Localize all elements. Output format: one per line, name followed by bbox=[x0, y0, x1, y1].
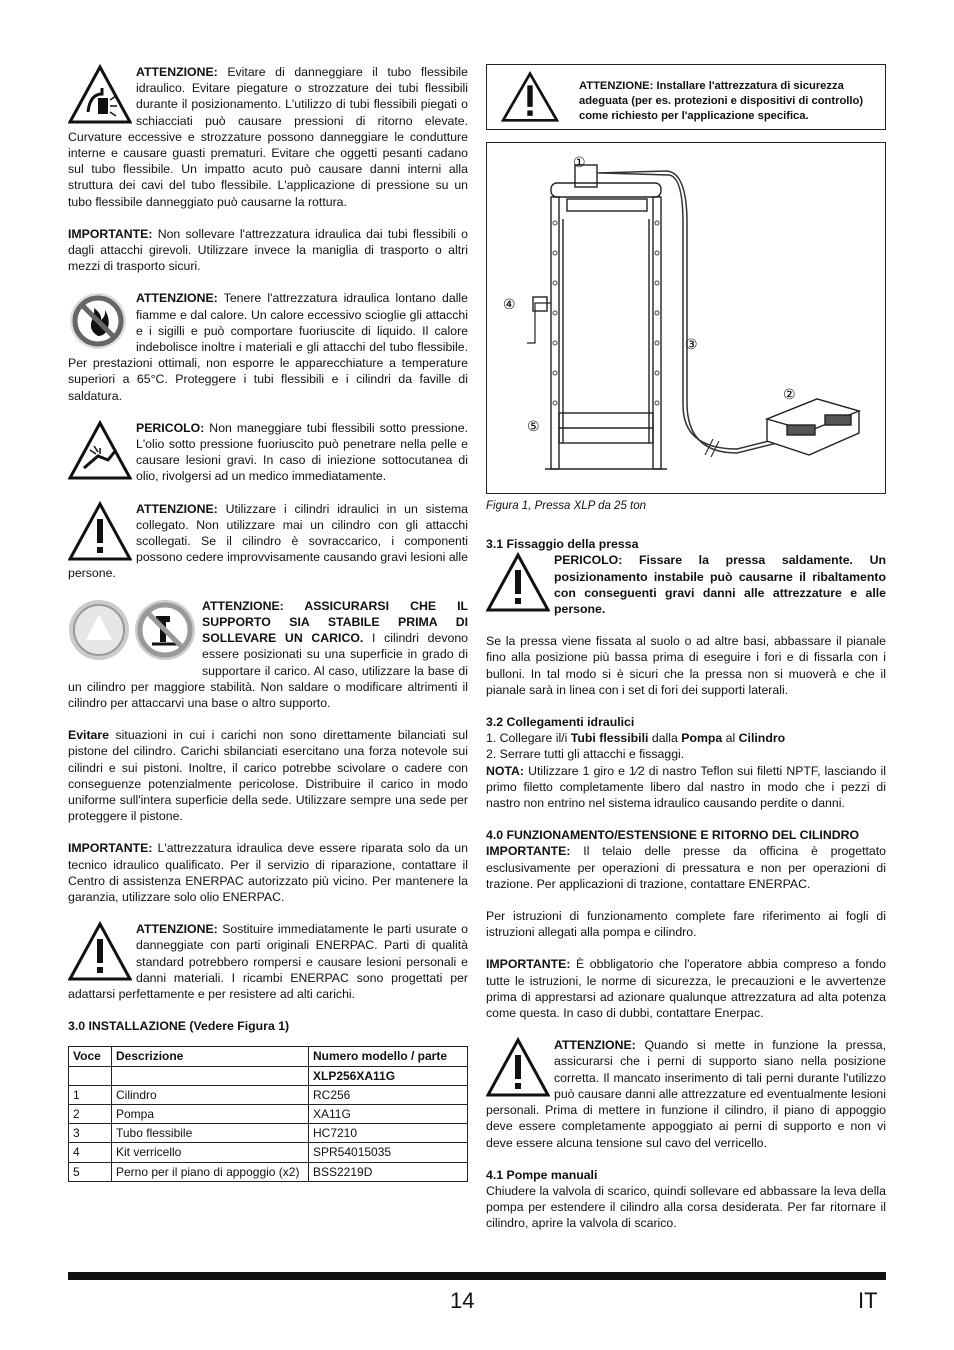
fig-label-5: ⑤ bbox=[527, 419, 540, 435]
press-diagram bbox=[487, 143, 885, 493]
cell-voce: 4 bbox=[69, 1143, 112, 1162]
warning-text: Utilizzare i cilindri idraulici in un sistema collegato. Non utilizzare mai un cilindro con gli attacchi scollegati. Se il cilindro è sovraccarico, i componenti possono cedere improvvisamente causando gravi lesioni alle persone. bbox=[68, 501, 468, 581]
important-operator bbox=[486, 956, 886, 1021]
warning-connected-system bbox=[68, 501, 468, 582]
danger-text: Non maneggiare tubi flessibili sotto pressione. L'olio sotto pressione fuoriuscito può penetrare nella pelle e causare lesioni gravi. In caso di iniezione sottocutanea di olio, rivolgersi ad un medico immediatamente. bbox=[136, 420, 468, 484]
important-lifting bbox=[68, 226, 468, 275]
cell-num: HC7210 bbox=[309, 1124, 468, 1143]
model-number: XLP256XA11G bbox=[309, 1066, 468, 1085]
important-text: È obbligatorio che l'operatore abbia compreso a fondo tutte le istruzioni, le norme di sicurezza, le precauzioni e le avvertenze prima di apprestarsi ad azionare qualunque attrezzatura ad alta potenza come questa. In caso di dubbi, contattare Enerpac. bbox=[486, 957, 886, 1021]
danger-secure-press bbox=[486, 552, 886, 617]
right-column bbox=[486, 64, 886, 1248]
important-label: IMPORTANTE: bbox=[486, 957, 571, 972]
note-label: NOTA: bbox=[486, 763, 525, 778]
no-flame-icon bbox=[68, 290, 132, 352]
important-text: Non sollevare l'attrezzatura idraulica dai tubi flessibili o dagli attacchi girevoli. Utilizzare invece la maniglia di trasporto o altri mezzi di trasporto sicuri. bbox=[68, 226, 468, 274]
warning-replace-parts bbox=[68, 921, 468, 1002]
note-text: Utilizzare 1 giro e 1⁄2 di nastro Teflon sui filetti NPTF, lasciando il primo filetto completamente libero dal nastro in modo che i pezzi di nastro non entrino nel sistema idraulico causando perdite o danni. bbox=[486, 763, 886, 811]
important-label: IMPORTANTE: bbox=[68, 226, 153, 241]
figure-caption: Figura 1, Pressa XLP da 25 ton bbox=[486, 500, 647, 512]
warning-hose-damage bbox=[68, 64, 468, 210]
exclamation-warning-icon bbox=[68, 501, 132, 563]
warning-label: ATTENZIONE: ASSICURARSI CHE IL SUPPORTO SIA STABILE PRIMA DI SOLLEVARE UN CARICO. bbox=[202, 598, 468, 646]
header-voce: Voce bbox=[69, 1047, 112, 1066]
header-descrizione: Descrizione bbox=[112, 1047, 309, 1066]
language-code: IT bbox=[858, 1288, 878, 1313]
warning-text: Evitare di danneggiare il tubo flessibile idraulico. Evitare piegature o strozzature dei tubi flessibili durante il posizionamento. L'utilizzo di tubi flessibili piegati o schiacciati può causare pressioni di ritorno elevate. Curvature eccessive e strozzature possono danneggiare le condutture interne e causare guasti prematuri. Evitare che oggetti pesanti cadano sul tubo flessibile. Un impatto acuto può causare danni interni alla struttura dei cavi del tubo flessibile. L'applicazione di pressione su un tubo flessibile danneggiato può causarne la rottura. bbox=[68, 65, 468, 209]
cell-voce: 1 bbox=[69, 1085, 112, 1104]
cell-desc: Pompa bbox=[112, 1104, 309, 1123]
cell-num: XA11G bbox=[309, 1104, 468, 1123]
fig-label-3: ③ bbox=[685, 337, 698, 353]
warning-heat bbox=[68, 290, 468, 403]
important-label: IMPORTANTE: bbox=[486, 844, 571, 859]
warning-label: ATTENZIONE: bbox=[136, 501, 218, 516]
fig-label-4: ④ bbox=[503, 297, 516, 313]
cell-voce: 3 bbox=[69, 1124, 112, 1143]
section-3-1-text: Se la pressa viene fissata al suolo o ad altre basi, abbassare il pianale fino alla posizione più bassa prima di eseguire i fori e di fissarla con i bulloni. In tal modo si è sicuri che la pressa non si muoverà e che il pianale sarà in linea con i set di fori dei supporti laterali. bbox=[486, 634, 886, 697]
table-row bbox=[69, 1104, 468, 1123]
step-text: dalla bbox=[648, 731, 682, 746]
cell-num: RC256 bbox=[309, 1085, 468, 1104]
warning-text: Tenere l'attrezzatura idraulica lontano dalle fiamme e dal calore. Un calore eccessivo scioglie gli attacchi e i sigilli e può comportare fuoriuscite di liquido. Il calore indebolisce inoltre i materiali e gli attacchi del tubo flessibile. Per prestazioni ottimali, non esporre le apparecchiature a temperature superiori a 65°C. Proteggere i tubi flessibili e i cilindri da faville di saldatura. bbox=[68, 291, 468, 403]
stable-support-icons bbox=[68, 598, 198, 664]
boxed-safety-warning bbox=[486, 64, 886, 130]
figure-1-press bbox=[486, 142, 886, 494]
danger-text: PERICOLO: Fissare la pressa saldamente. Un posizionamento instabile può causarne il ribaltamento con conseguenti gravi danni alle attrezzature e alle persone. bbox=[554, 553, 886, 617]
cell-desc: Cilindro bbox=[112, 1085, 309, 1104]
warning-text: I cilindri devono essere posizionati su una superficie in grado di supportare il carico. Al caso, utilizzare la base di un cilindro per maggiore stabilità. Non saldare o modificare altrimenti il cilindro per attaccarvi una base o altro supporto. bbox=[68, 631, 468, 710]
important-text: L'attrezzatura idraulica deve essere riparata solo da un tecnico idraulico qualificato. Per il servizio di riparazione, contattare il Centro di assistenza ENERPAC autorizzato più vicino. Per mantenere la garanzia, utilizzare solo olio ENERPAC. bbox=[68, 841, 468, 904]
important-label: IMPORTANTE: bbox=[68, 841, 153, 856]
important-pressing-only bbox=[486, 843, 886, 892]
left-column bbox=[68, 64, 468, 1182]
footer-rule bbox=[68, 1272, 886, 1280]
table-row bbox=[69, 1143, 468, 1162]
instructions-text: Per istruzioni di funzionamento complete fare riferimento ai fogli di istruzioni allegati alla pompa e cilindro. bbox=[486, 909, 886, 940]
boxed-warning-text: ATTENZIONE: Installare l'attrezzatura di sicurezza adeguata (per es. protezioni e dispositivi di controllo) come richiesto per l'applicazione specifica. bbox=[579, 80, 864, 122]
hydraulic-step-2: 2. Serrare tutti gli attacchi e fissaggi. bbox=[486, 747, 685, 762]
cell-desc: Tubo flessibile bbox=[112, 1124, 309, 1143]
warning-text: Quando si mette in funzione la pressa, assicurarsi che i perni di supporto siano nella posizione corretta. Il mancato inserimento di tali perni durante l'utilizzo può causare danni alle attrezzature ed eventualmente lesioni personali. Prima di mettere in funzione il cilindro, il piano di appoggio deve essere completamente appoggiato ai perni di supporto e non vi deve essere alcuna tensione sul cavo del verricello. bbox=[486, 1038, 886, 1150]
exclamation-warning-icon bbox=[501, 71, 559, 123]
table-row bbox=[69, 1124, 468, 1143]
empty-cell bbox=[69, 1066, 112, 1085]
section-4-1-text: Chiudere la valvola di scarico, quindi sollevare ed abbassare la leva della pompa per estendere il cilindro alla corsa desiderata. Per far ritornare il cilindro, aprire la valvola di scarico. bbox=[486, 1183, 886, 1231]
fig-label-2: ② bbox=[783, 387, 796, 403]
avoid-label: Evitare bbox=[68, 728, 110, 743]
hose-warning-icon bbox=[68, 64, 132, 126]
warning-label: ATTENZIONE: bbox=[136, 291, 218, 306]
parts-table bbox=[68, 1046, 468, 1181]
avoid-text: situazioni in cui i carichi non sono direttamente bilanciati sul pistone del cilindro. Carichi sbilanciati esercitano una forza notevole sui cilindri e sui pistoni. Inoltre, il carico potrebbe scivolare o cadere con conseguenze potenzialmente pericolose. Distribuire il carico in modo uniforme sull'intera superficie della sede. Utilizzare sempre una sede per proteggere il pistone. bbox=[68, 728, 468, 824]
cell-desc: Kit verricello bbox=[112, 1143, 309, 1162]
table-row bbox=[69, 1066, 468, 1085]
step-text: 1. Collegare il/i bbox=[486, 731, 571, 746]
warning-label: ATTENZIONE: bbox=[136, 922, 218, 937]
header-numero: Numero modello / parte bbox=[309, 1047, 468, 1066]
page-number: 14 bbox=[450, 1288, 475, 1313]
hydraulic-step-1 bbox=[486, 730, 886, 746]
empty-cell bbox=[112, 1066, 309, 1085]
warning-label: ATTENZIONE: bbox=[554, 1038, 636, 1053]
table-header bbox=[69, 1047, 468, 1066]
cell-num: BSS2219D bbox=[309, 1162, 468, 1181]
exclamation-warning-icon bbox=[68, 921, 132, 983]
danger-label: PERICOLO: bbox=[136, 420, 205, 435]
exclamation-warning-icon bbox=[486, 1037, 550, 1099]
warning-stable-support bbox=[68, 598, 468, 711]
section-3-2-title: 3.2 Collegamenti idraulici bbox=[486, 715, 635, 730]
section-3-1-title: 3.1 Fissaggio della pressa bbox=[486, 537, 639, 552]
note bbox=[486, 763, 886, 812]
avoid-unbalanced-loads bbox=[68, 727, 468, 824]
injection-hazard-icon bbox=[68, 420, 132, 482]
cell-num: SPR54015035 bbox=[309, 1143, 468, 1162]
cell-voce: 2 bbox=[69, 1104, 112, 1123]
danger-pressure bbox=[68, 420, 468, 485]
step-text: al bbox=[722, 731, 739, 746]
step-bold: Pompa bbox=[681, 731, 723, 746]
warning-label: ATTENZIONE: bbox=[136, 65, 218, 79]
table-row bbox=[69, 1162, 468, 1181]
section-4-title: 4.0 FUNZIONAMENTO/ESTENSIONE E RITORNO DEL CILINDRO bbox=[486, 828, 860, 843]
warning-support-pins bbox=[486, 1037, 886, 1150]
cell-desc: Perno per il piano di appoggio (x2) bbox=[112, 1162, 309, 1181]
step-bold: Tubi flessibili bbox=[570, 731, 649, 746]
cell-voce: 5 bbox=[69, 1162, 112, 1181]
warning-text: Sostituire immediatamente le parti usurate o danneggiate con parti originali ENERPAC. Parti di qualità standard potrebbero rompersi e causare lesioni personali e danni materiali. I ricambi ENERPAC sono progettati per adattarsi perfettamente e per resistere ad alti carichi. bbox=[68, 922, 468, 1001]
table-row bbox=[69, 1085, 468, 1104]
step-bold: Cilindro bbox=[738, 731, 786, 746]
section-3-title: 3.0 INSTALLAZIONE (Vedere Figura 1) bbox=[68, 1019, 290, 1034]
exclamation-warning-icon bbox=[486, 552, 550, 614]
important-text: Il telaio delle presse da officina è progettato esclusivamente per operazioni di pressatura e non per operazioni di trazione. Per applicazioni di trazione, contattare ENERPAC. bbox=[486, 844, 886, 891]
section-4-1-title: 4.1 Pompe manuali bbox=[486, 1167, 598, 1182]
important-service bbox=[68, 840, 468, 905]
fig-label-1: ① bbox=[573, 155, 586, 171]
